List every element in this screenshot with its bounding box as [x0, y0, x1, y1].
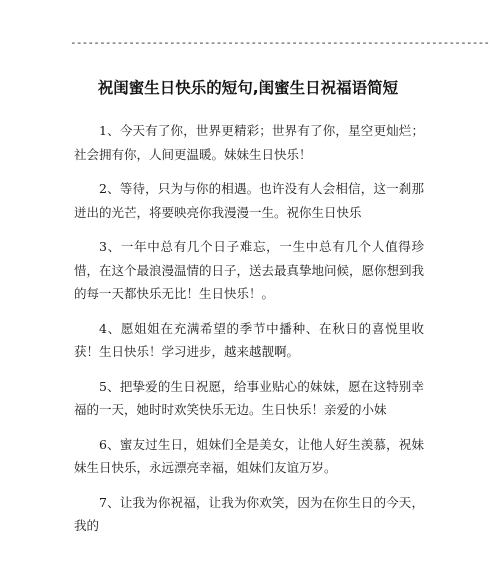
- paragraph-4: 4、愿姐姐在充满希望的季节中播种、在秋日的喜悦里收获！生日快乐！学习进步，越来越靓啊。: [74, 320, 424, 359]
- paragraph-1: 1、今天有了你，世界更精彩；世界有了你，星空更灿烂；社会拥有你，人间更温暖。妹妹生日快乐！: [74, 123, 424, 162]
- paragraph-3: 3、一年中总有几个日子难忘，一生中总有几个人值得珍惜，在这个最浪漫温情的日子，送去最真挚地问候，愿你想到我的每一天都快乐无比！生日快乐！。: [74, 239, 425, 301]
- paragraph-2: 2、等待，只为与你的相遇。也许没有人会相信，这一刹那迸出的光芒，将要映亮你我漫漫一生。祝你生日快乐: [74, 181, 424, 220]
- paragraph-6: 6、蜜友过生日，姐妹们全是美女，让他人好生羡慕，祝妹妹生日快乐，永远漂亮幸福，姐妹们友谊万岁。: [74, 436, 424, 475]
- header-divider: ------------------------------------------------------------------------: [70, 36, 490, 49]
- page-title: 祝闺蜜生日快乐的短句,闺蜜生日祝福语简短: [97, 79, 399, 97]
- article-body: [74, 119, 424, 549]
- paragraph-7: 7、让我为你祝福，让我为你欢笑，因为在你生日的今天，我的: [74, 494, 424, 533]
- paragraph-5: 5、把挚爱的生日祝愿，给事业贴心的妹妹，愿在这特别幸福的一天，她时时欢笑快乐无边。生日快乐！亲爱的小妹: [74, 378, 424, 417]
